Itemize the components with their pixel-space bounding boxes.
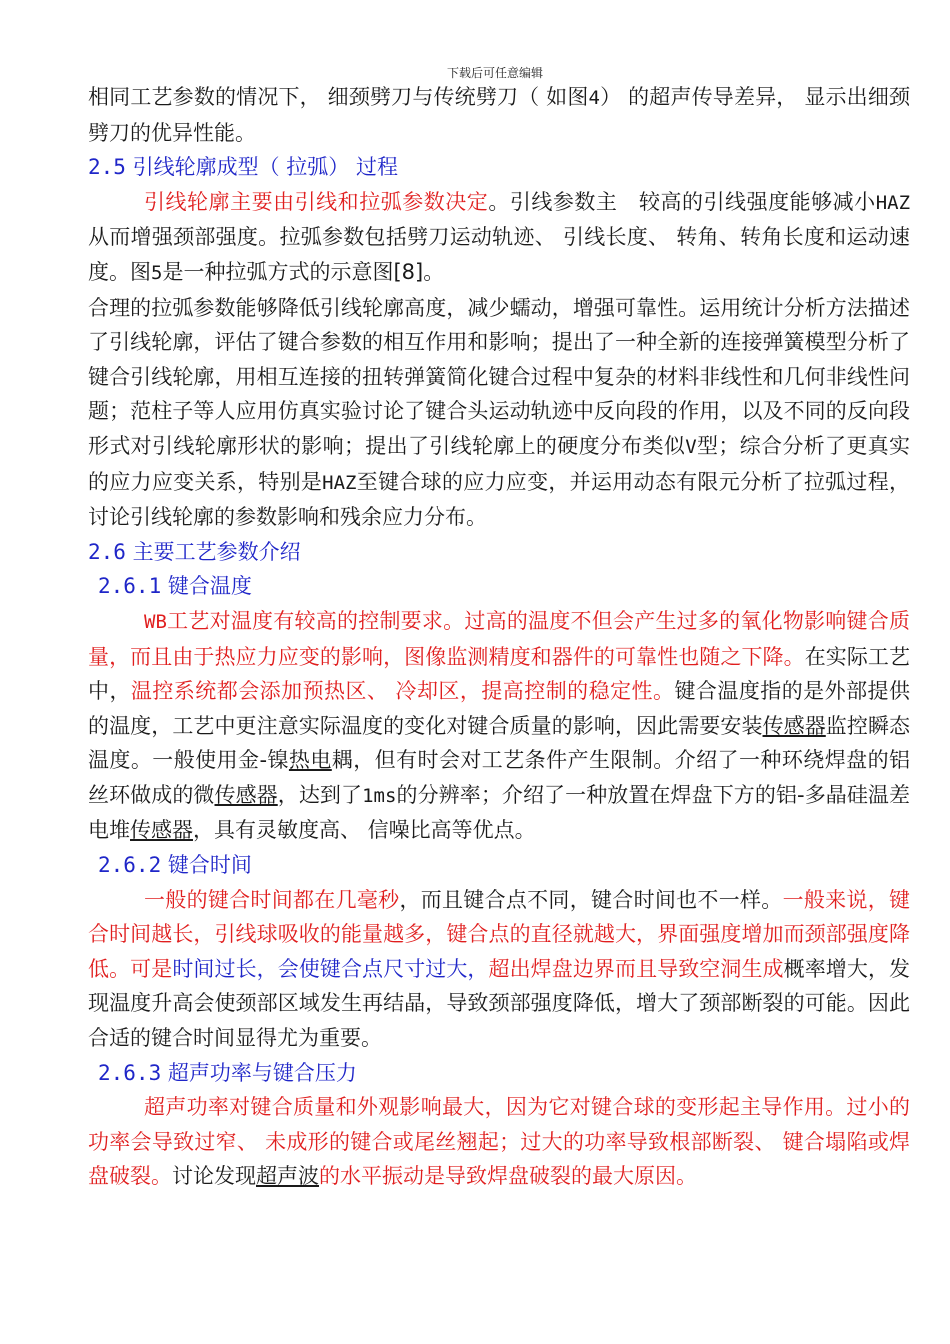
link-sensor-3[interactable]: 传感器	[130, 818, 193, 843]
paragraph-4: WB工艺对温度有较高的控制要求。过高的温度不但会产生过多的氧化物影响键合质量，而且由于热应力应变的影响，图像监测精度和器件的可靠性也随之下降。在实际工艺中，温控系统都会添加预热区、 冷却区，提高控制的稳定性。键合温度指的是外部提供的温度，工艺中更注意实际温度的变化对键合质量的影响，因此需要安装传感器监控瞬态温度。一般使用金-镍热电耦，但有时会对工艺条件产生限制。介绍了一种环绕焊盘的铝丝环做成的微传感器，达到了1ms的分辨率；介绍了一种放置在焊盘下方的铝-多晶硅温差电堆传感器，具有灵敏度高、 信噪比高等优点。	[88, 608, 911, 843]
document-body	[88, 80, 910, 1194]
link-sensor-2[interactable]: 传感器	[214, 782, 278, 807]
link-sensor-1[interactable]: 传感器	[762, 713, 826, 738]
page-header: 下载后可任意编辑	[446, 66, 543, 80]
paragraph-3: 合理的拉弧参数能够降低引线轮廓高度，减少蠕动，增强可靠性。运用统计分析方法描述了引线轮廓，评估了键合参数的相互作用和影响；提出了一种全新的连接弹簧模型分析了键合引线轮廓，用相互连接的扭转弹簧简化键合过程中复杂的材料非线性和几何非线性问题；范柱子等人应用仿真实验讨论了键合头运动轨迹中反向段的作用，以及不同的反向段形式对引线轮廓形状的影响；提出了引线轮廓上的硬度分布类似V型；综合分析了更真实的应力应变关系，特别是HAZ至键合球的应力应变，并运用动态有限元分析了拉弧过程，讨论引线轮廓的参数影响和残余应力分布。	[88, 295, 911, 530]
link-thermo[interactable]: 热电	[288, 748, 332, 773]
heading-2-6: 2.6 主要工艺参数介绍	[88, 539, 301, 564]
heading-2-6-3: 2.6.3 超声功率与键合压力	[98, 1060, 357, 1085]
paragraph-5: 一般的键合时间都在几毫秒，而且键合点不同，键合时间也不一样。一般来说，键合时间越长，引线球吸收的能量越多，键合点的直径就越大，界面强度增加而颈部强度降低。可是时间过长，会使键合点尺寸过大，超出焊盘边界而且导致空洞生成概率增大，发现温度升高会使颈部区域发生再结晶，导致颈部强度降低，增大了颈部断裂的可能。因此合适的键合时间显得尤为重要。	[88, 887, 911, 1051]
paragraph-2: 引线轮廓主要由引线和拉弧参数决定。引线参数主 较高的引线强度能够减小HAZ从而增强颈部强度。拉弧参数包括劈刀运动轨迹、 引线长度、 转角、转角长度和运动速度。图5是一种拉弧方式的示意图[8]。	[88, 189, 911, 284]
link-ultrasonic[interactable]: 超声波	[256, 1164, 319, 1189]
paragraph-6: 超声功率对键合质量和外观影响最大，因为它对键合球的变形起主导作用。过小的功率会导致过窄、 未成形的键合或尾丝翘起；过大的功率导致根部断裂、 键合塌陷或焊盘破裂。讨论发现超声波的水平振动是导致焊盘破裂的最大原因。	[88, 1095, 910, 1189]
heading-2-5: 2.5 引线轮廓成型（ 拉弧） 过程	[88, 155, 398, 180]
heading-2-6-1: 2.6.1 键合温度	[98, 574, 252, 599]
heading-2-6-2: 2.6.2 键合时间	[98, 853, 252, 878]
paragraph-1: 相同工艺参数的情况下， 细颈劈刀与传统劈刀（ 如图4） 的超声传导差异， 显示出细颈劈刀的优异性能。	[88, 85, 910, 145]
